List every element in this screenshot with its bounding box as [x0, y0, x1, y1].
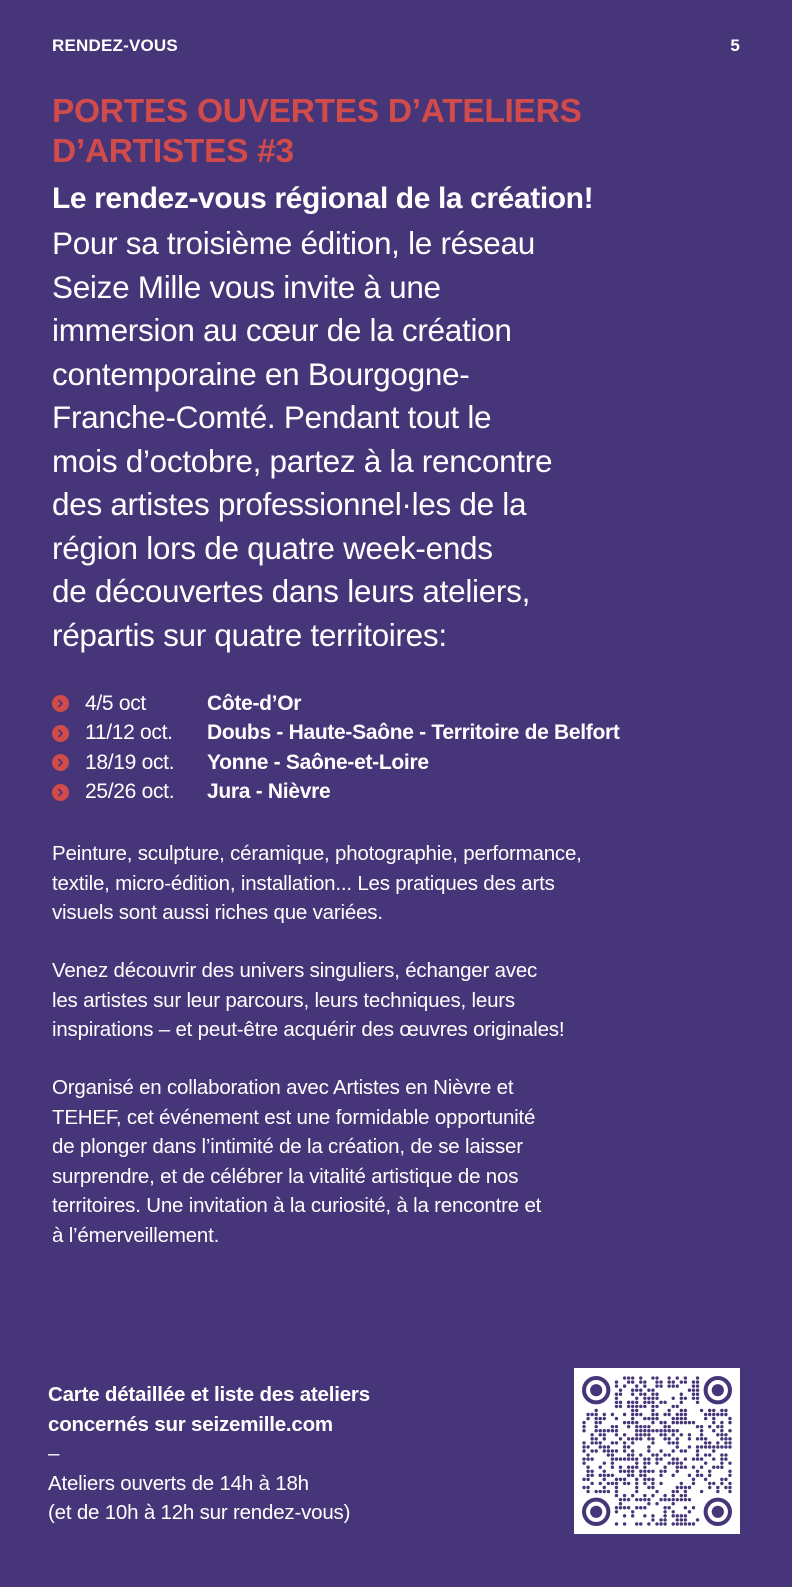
- paragraph-line: Organisé en collaboration avec Artistes en Nièvre et: [52, 1076, 514, 1099]
- schedule-place: Doubs - Haute-Saône - Territoire de Belfort: [207, 721, 620, 745]
- intro-line: répartis sur quatre territoires:: [52, 616, 447, 653]
- intro-line: de découvertes dans leurs ateliers,: [52, 573, 531, 609]
- intro-line: région lors de quatre week-ends: [52, 529, 493, 566]
- intro-line: immersion au cœur de la création: [52, 312, 512, 348]
- opening-hours: Ateliers ouverts de 14h à 18h: [48, 1471, 309, 1495]
- intro-paragraph: [52, 222, 752, 657]
- page-header: [52, 36, 740, 56]
- section-label: RENDEZ-VOUS: [52, 36, 178, 55]
- intro-line: contemporaine en Bourgogne-: [52, 355, 470, 392]
- discover-paragraph: [52, 956, 752, 1045]
- paragraph-line: de plonger dans l’intimité de la création, de se laisser: [52, 1135, 523, 1158]
- paragraph-line: Venez découvrir des univers singuliers, échanger avec: [52, 959, 538, 982]
- qr-code-icon[interactable]: [574, 1368, 740, 1534]
- practices-paragraph: [52, 839, 752, 928]
- paragraph-line: visuels sont aussi riches que variées.: [52, 901, 383, 924]
- schedule-date: 18/19 oct.: [85, 750, 175, 774]
- appointment-hours: (et de 10h à 12h sur rendez-vous): [48, 1501, 351, 1524]
- paragraph-line: à l’émerveillement.: [52, 1223, 220, 1247]
- schedule-item: [52, 689, 752, 719]
- schedule-item: [52, 778, 752, 808]
- chevron-right-circle-icon: [52, 784, 69, 801]
- title-line: D’ARTISTES #3: [52, 133, 294, 170]
- paragraph-line: territoires. Une invitation à la curiosité, à la rencontre et: [52, 1194, 542, 1217]
- intro-line: des artistes professionnel·les de la: [52, 486, 527, 522]
- paragraph-line: surprendre, et de célébrer la vitalité artistique de nos: [52, 1164, 519, 1188]
- subtitle: Le rendez-vous régional de la création!: [52, 182, 594, 215]
- map-info-line: Carte détaillée et liste des ateliers: [48, 1383, 370, 1406]
- intro-line: mois d’octobre, partez à la rencontre: [52, 442, 553, 479]
- separator-dash: –: [48, 1442, 60, 1465]
- schedule-date: 4/5 oct: [85, 691, 146, 715]
- schedule-place: Côte-d’Or: [207, 691, 302, 715]
- organisation-paragraph: [52, 1073, 752, 1250]
- footer-info: [48, 1380, 528, 1528]
- chevron-right-circle-icon: [52, 695, 69, 712]
- schedule-place: Jura - Nièvre: [207, 780, 331, 804]
- schedule-date: 25/26 oct.: [85, 780, 175, 804]
- paragraph-line: les artistes sur leur parcours, leurs techniques, leurs: [52, 988, 515, 1012]
- intro-line: Franche-Comté. Pendant tout le: [52, 399, 492, 435]
- paragraph-line: inspirations – et peut-être acquérir des œuvres originales!: [52, 1018, 565, 1041]
- page-number: 5: [730, 36, 740, 55]
- chevron-right-circle-icon: [52, 725, 69, 742]
- intro-line: Pour sa troisième édition, le réseau: [52, 225, 535, 261]
- paragraph-line: textile, micro-édition, installation... Les pratiques des arts: [52, 871, 555, 895]
- intro-line: Seize Mille vous invite à une: [52, 268, 441, 305]
- paragraph-line: Peinture, sculpture, céramique, photographie, performance,: [52, 842, 582, 865]
- page-title: [52, 92, 752, 172]
- website-line: concernés sur seizemille.com: [48, 1412, 333, 1436]
- schedule-date: 11/12 oct.: [85, 721, 173, 745]
- schedule-item: [52, 719, 752, 749]
- chevron-right-circle-icon: [52, 754, 69, 771]
- schedule-item: [52, 748, 752, 778]
- title-line: PORTES OUVERTES D’ATELIERS: [52, 93, 582, 130]
- paragraph-line: TEHEF, cet événement est une formidable opportunité: [52, 1105, 536, 1129]
- qr-code-graphic: [574, 1368, 740, 1534]
- schedule-list: [52, 689, 752, 807]
- schedule-place: Yonne - Saône-et-Loire: [207, 750, 429, 774]
